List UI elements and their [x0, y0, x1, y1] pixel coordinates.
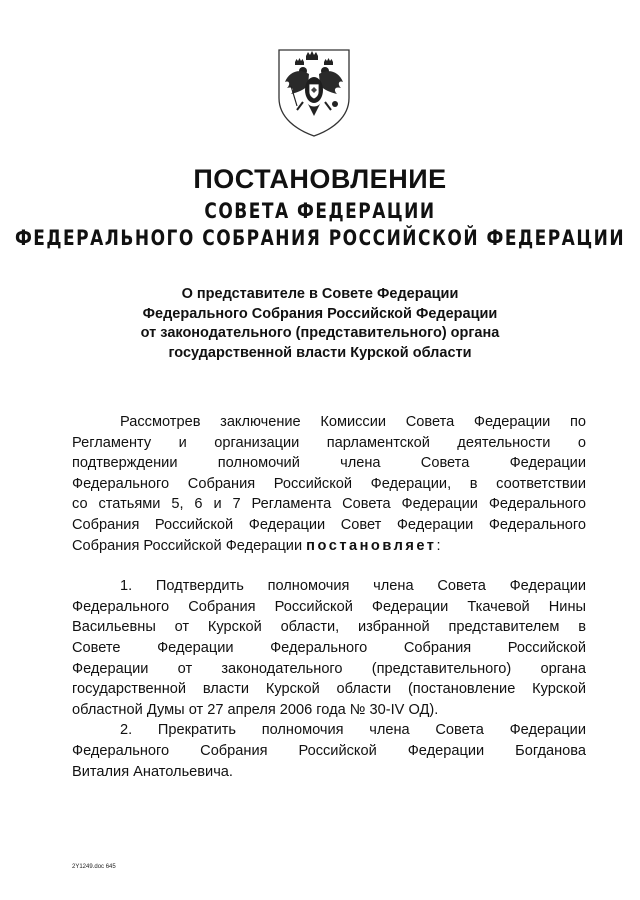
- issuer-line-1: СОВЕТА ФЕДЕРАЦИИ: [204, 199, 436, 224]
- heading-line: Федерального Собрания Российской Федерации: [142, 305, 498, 322]
- paragraph-line: со статьями 5, 6 и 7 Регламента Совета Федерации Федерального: [72, 496, 586, 513]
- resolution-body: [72, 412, 586, 782]
- paragraph-line: Васильевны от Курской области, избранной представителем в: [72, 619, 586, 636]
- heading-line: государственной власти Курской области: [168, 344, 472, 361]
- document-title: ПОСТАНОВЛЕНИЕ: [193, 164, 447, 194]
- item-2-paragraph: [72, 720, 586, 782]
- heading-line: О представителе в Совете Федерации: [181, 286, 459, 302]
- coat-of-arms-icon: [273, 46, 355, 138]
- paragraph-line: Собрания Российской Федерации Совет Федерации Федерального: [72, 516, 586, 533]
- paragraph-line: Регламенту и организации парламентской деятельности о: [72, 434, 586, 451]
- paragraph-line: Рассмотрев заключение Комиссии Совета Федерации по: [120, 414, 586, 430]
- paragraph-line: Федерации от законодательного (представительного) органа: [72, 660, 586, 677]
- preamble-paragraph: [72, 412, 586, 556]
- paragraph-line: [72, 536, 586, 557]
- paragraph-line: Федерального Собрания Российской Федерации Богданова: [72, 742, 586, 759]
- preamble-last-text: Собрания Российской Федерации: [72, 537, 307, 554]
- preamble-colon: :: [436, 537, 441, 554]
- paragraph-line: подтверждении полномочий члена Совета Федерации: [72, 455, 586, 472]
- resolves-word: постановляет: [306, 537, 437, 554]
- item-1-paragraph: [72, 576, 586, 720]
- resolution-heading: [100, 285, 540, 363]
- issuer-line-2: ФЕДЕРАЛЬНОГО СОБРАНИЯ РОССИЙСКОЙ ФЕДЕРАЦИИ: [14, 226, 626, 251]
- paragraph-line: Виталия Анатольевича.: [72, 763, 233, 780]
- paragraph-line: Федерального Собрания Российской Федерации, в соответствии: [72, 475, 586, 492]
- file-reference: 2Y1249.doc 645: [72, 864, 116, 870]
- heading-line: от законодательного (представительного) органа: [140, 325, 500, 341]
- paragraph-line: 1. Подтвердить полномочия члена Совета Федерации: [120, 578, 586, 595]
- paragraph-line: Федерального Собрания Российской Федерации Ткачевой Нины: [72, 598, 586, 615]
- paragraph-line: Совете Федерации Федерального Собрания Российской: [72, 639, 586, 656]
- paragraph-line: государственной власти Курской области (постановление Курской: [72, 681, 586, 698]
- paragraph-line: областной Думы от 27 апреля 2006 года № 30-IV ОД).: [72, 701, 439, 718]
- paragraph-line: 2. Прекратить полномочия члена Совета Федерации: [120, 722, 586, 739]
